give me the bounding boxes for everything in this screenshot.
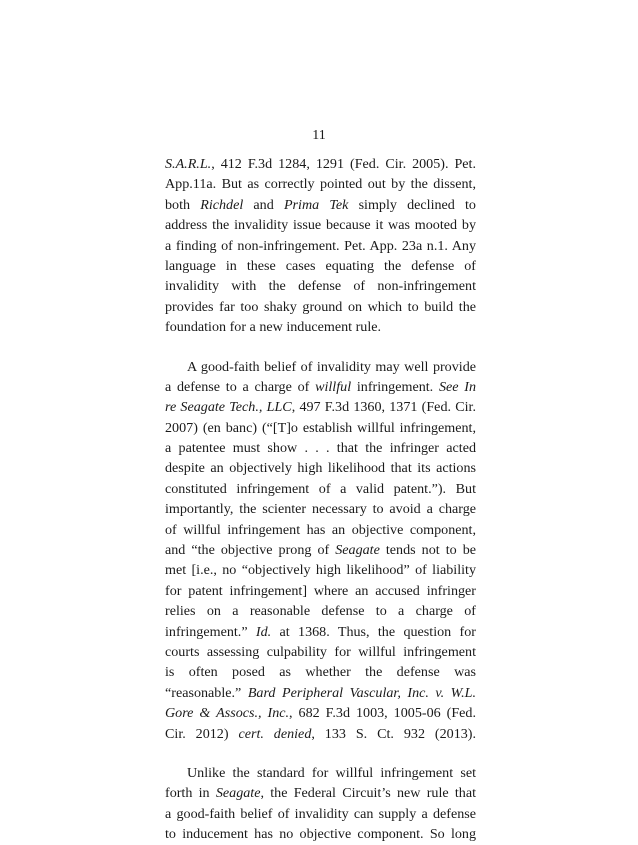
text-run: infringement.” bbox=[165, 623, 256, 640]
text-run: 2007) (en banc) (“[T]o establish willful infringement, bbox=[165, 419, 476, 436]
paragraph-spacer bbox=[165, 744, 476, 763]
text-line bbox=[165, 317, 476, 337]
text-line bbox=[165, 438, 476, 458]
page-number: 11 bbox=[312, 128, 326, 143]
text-run: courts assessing culpability for willful infringement bbox=[165, 643, 476, 660]
text-run: , the Federal Circuit’s new rule that bbox=[260, 785, 476, 802]
text-line bbox=[165, 560, 476, 580]
text-run: importantly, the scienter necessary to avoid a charge bbox=[165, 501, 476, 518]
text-line bbox=[165, 297, 476, 317]
text-run: Cir. 2012) bbox=[165, 725, 239, 742]
text-run: is often posed as whether the defense was bbox=[165, 664, 476, 681]
italic-text: Seagate bbox=[215, 785, 261, 802]
text-run: , 682 F.3d 1003, 1005-06 (Fed. bbox=[289, 705, 477, 722]
text-run: infringement. bbox=[351, 378, 439, 395]
text-run: , 133 S. Ct. 932 (2013). bbox=[311, 725, 477, 742]
text-line bbox=[165, 479, 476, 499]
text-line bbox=[165, 499, 476, 519]
paragraph-continuation bbox=[165, 154, 476, 338]
text-line bbox=[165, 377, 476, 397]
text-run: foundation for a new inducement rule. bbox=[165, 319, 382, 336]
text-line bbox=[165, 581, 476, 601]
text-run: for patent infringement] where an accused infringer bbox=[165, 582, 476, 599]
text-run: to inducement has no objective component. So long bbox=[165, 826, 476, 843]
text-run: a good-faith belief of invalidity can supply a defense bbox=[165, 805, 476, 822]
text-run: at 1368. Thus, the question for bbox=[271, 623, 476, 640]
text-run: met [i.e., no “objectively high likelihood” of liability bbox=[165, 562, 476, 579]
text-line bbox=[165, 783, 476, 803]
paragraph-seagate-standard bbox=[165, 763, 476, 845]
text-run: of willful infringement has an objective component, bbox=[165, 521, 476, 538]
text-line bbox=[165, 724, 476, 744]
text-line bbox=[165, 276, 476, 296]
text-run: tends not to be bbox=[379, 542, 476, 559]
text-line bbox=[165, 174, 476, 194]
text-line bbox=[165, 397, 476, 417]
italic-text: Seagate bbox=[335, 542, 380, 559]
text-line bbox=[165, 256, 476, 276]
text-run: and “the objective prong of bbox=[165, 542, 336, 559]
text-run: a defense to a charge of bbox=[165, 378, 316, 395]
italic-text: See In bbox=[438, 378, 476, 395]
text-run: and bbox=[243, 196, 284, 213]
text-line bbox=[165, 540, 476, 560]
italic-text: cert. denied bbox=[238, 725, 312, 742]
italic-text: S.A.R.L. bbox=[165, 156, 212, 172]
text-line bbox=[165, 683, 476, 703]
text-line bbox=[165, 703, 476, 723]
text-line bbox=[165, 520, 476, 540]
text-run: relies on a reasonable defense to a charge of bbox=[165, 603, 476, 620]
text-line bbox=[165, 763, 476, 783]
text-run: invalidity with the defense of non-infringement bbox=[165, 278, 476, 295]
italic-text: Gore & Assocs., Inc. bbox=[165, 705, 290, 722]
text-line bbox=[165, 195, 476, 215]
text-line bbox=[165, 215, 476, 235]
italic-text: Id. bbox=[255, 623, 272, 640]
text-run: a patentee must show . . . that the infringer acted bbox=[165, 440, 476, 457]
italic-text: Richdel bbox=[200, 196, 244, 213]
text-line bbox=[165, 824, 476, 844]
text-run: simply declined to bbox=[348, 196, 476, 213]
text-run: A good-faith belief of invalidity may well provide bbox=[187, 358, 476, 375]
paragraph-willful-infringement bbox=[165, 357, 476, 744]
text-line bbox=[165, 357, 476, 377]
text-run: provides far too shaky ground on which to build the bbox=[165, 298, 476, 315]
text-run: App.11a. But as correctly pointed out by the dissent, bbox=[165, 176, 476, 193]
text-run: , 412 F.3d 1284, 1291 (Fed. Cir. 2005). Pet. bbox=[211, 156, 476, 172]
text-run: language in these cases equating the defense of bbox=[165, 257, 476, 274]
text-line bbox=[165, 804, 476, 824]
text-run: forth in bbox=[165, 785, 216, 802]
text-run: constituted infringement of a valid patent.”). But bbox=[165, 480, 476, 497]
text-line bbox=[165, 642, 476, 662]
italic-text: willful bbox=[315, 378, 352, 395]
italic-text: Prima Tek bbox=[283, 196, 349, 213]
text-line bbox=[165, 601, 476, 621]
text-line bbox=[165, 622, 476, 642]
text-run: address the invalidity issue because it was mooted by bbox=[165, 217, 476, 234]
text-line bbox=[165, 154, 476, 174]
text-run: , 497 F.3d 1360, 1371 (Fed. Cir. bbox=[291, 399, 476, 416]
italic-text: re Seagate Tech., LLC bbox=[165, 399, 292, 416]
text-line bbox=[165, 236, 476, 256]
text-run: Unlike the standard for willful infringement set bbox=[187, 764, 476, 781]
text-run: both bbox=[165, 196, 201, 213]
italic-text: Bard Peripheral Vascular, Inc. v. W.L. bbox=[247, 684, 476, 701]
paragraph-spacer bbox=[165, 338, 476, 357]
text-run: “reasonable.” bbox=[165, 684, 248, 701]
document-body bbox=[165, 154, 476, 845]
text-line bbox=[165, 662, 476, 682]
text-run: a finding of non-infringement. Pet. App. 23a n.1. Any bbox=[165, 237, 476, 254]
text-line bbox=[165, 418, 476, 438]
text-line bbox=[165, 458, 476, 478]
text-run: despite an objectively high likelihood that its actions bbox=[165, 460, 476, 477]
